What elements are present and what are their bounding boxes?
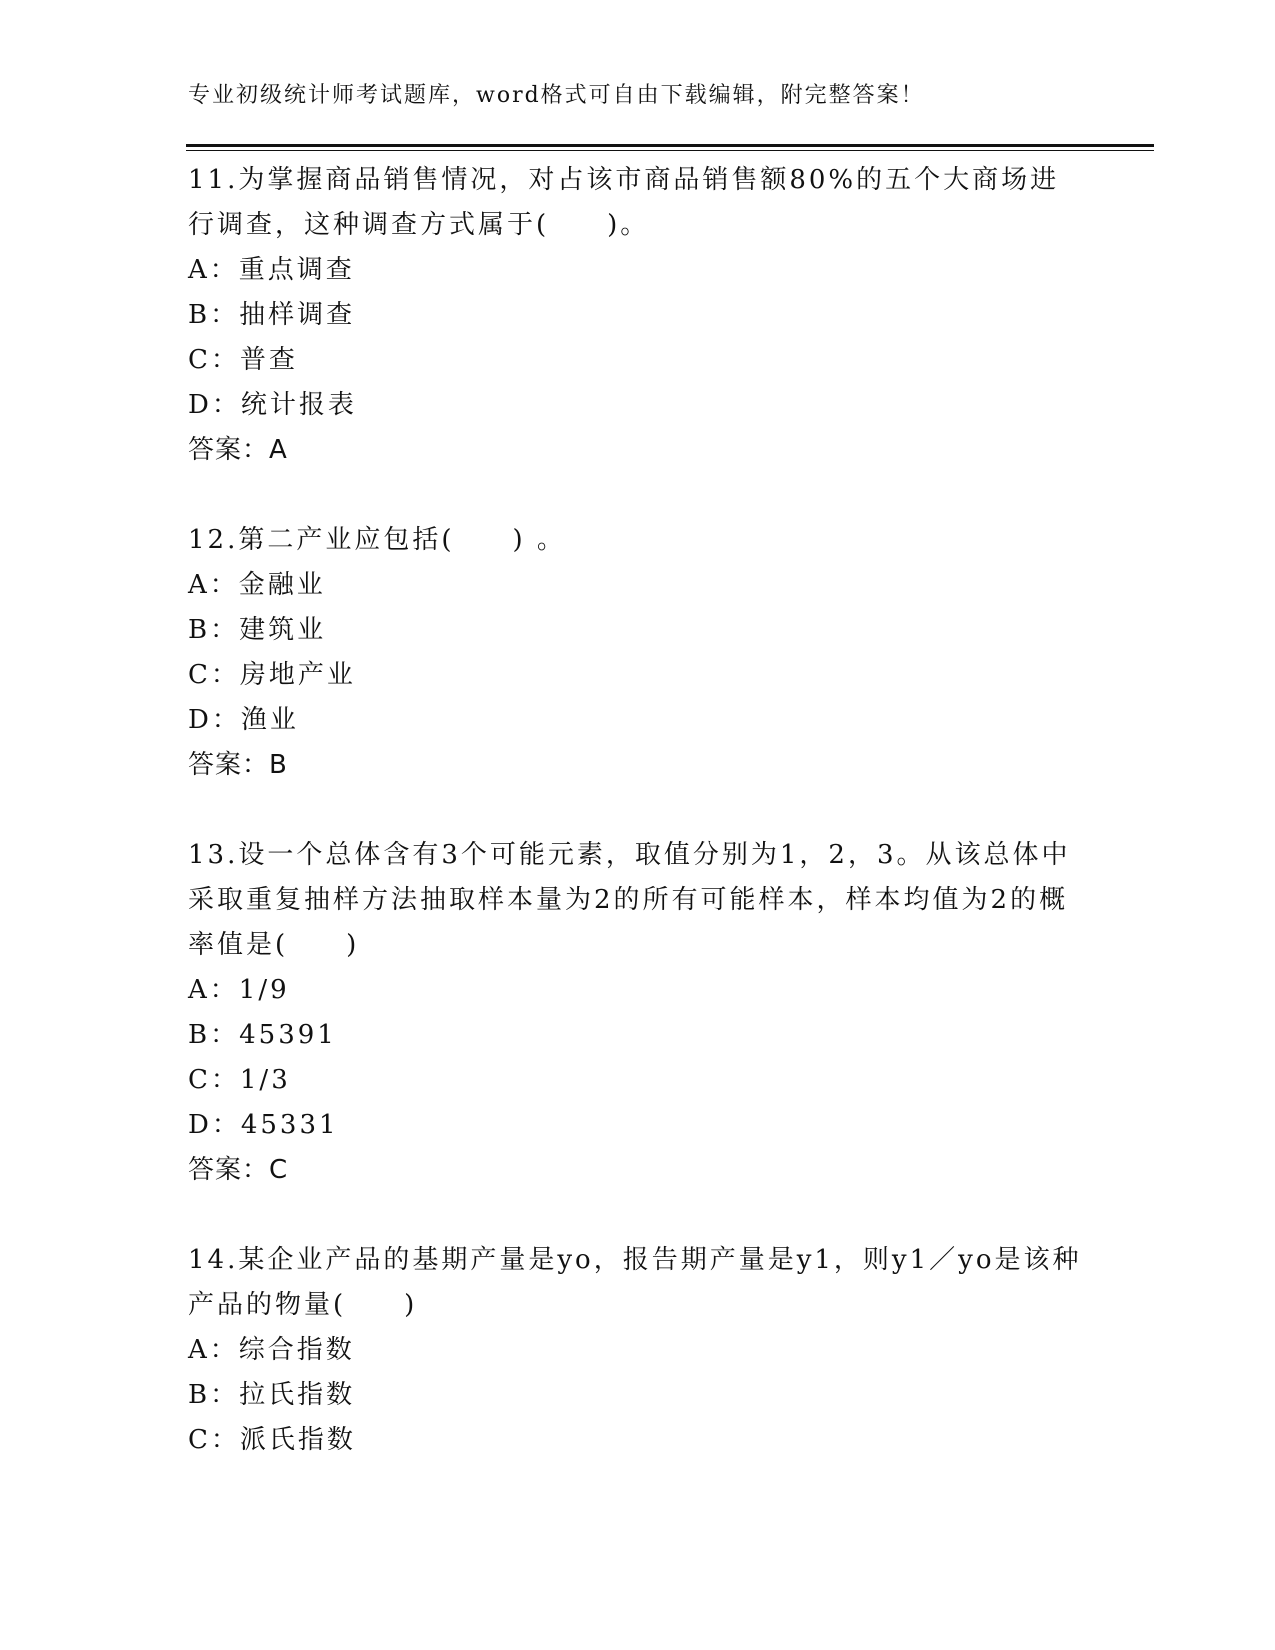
option-c: C：普查 (188, 345, 298, 375)
question-stem: 13.设一个总体含有3个可能元素，取值分别为1，2，3。从该总体中采取重复抽样方法抽取样本量为2的所有可能样本，样本均值为2的概率值是( ) (188, 840, 1071, 960)
option-b: B：45391 (188, 1020, 337, 1050)
option-d: D：45331 (188, 1110, 339, 1140)
option-b: B：建筑业 (188, 615, 327, 645)
answer: 答案：A (188, 435, 288, 465)
option-a: A：重点调查 (188, 255, 355, 285)
option-c: C：1/3 (188, 1065, 291, 1095)
answer: 答案：C (188, 1155, 289, 1185)
header-rule-thin (186, 150, 1154, 151)
question-stem: 14.某企业产品的基期产量是yo，报告期产量是y1，则y1／yo是该种产品的物量( ) (188, 1245, 1082, 1320)
question-list (188, 158, 1088, 1463)
question-14 (188, 1238, 1088, 1463)
option-c: C：房地产业 (188, 660, 356, 690)
option-c: C：派氏指数 (188, 1425, 356, 1455)
question-13 (188, 833, 1088, 1193)
option-d: D：渔业 (188, 705, 299, 735)
page-header: 专业初级统计师考试题库，word格式可自由下载编辑，附完整答案！ (188, 83, 925, 108)
option-a: A：金融业 (188, 570, 326, 600)
question-stem: 11.为掌握商品销售情况，对占该市商品销售额80%的五个大商场进行调查，这种调查方式属于( )。 (188, 165, 1060, 240)
option-b: B：拉氏指数 (188, 1380, 356, 1410)
header-rule (186, 144, 1154, 147)
option-d: D：统计报表 (188, 390, 357, 420)
option-a: A：1/9 (188, 975, 290, 1005)
answer: 答案：B (188, 750, 288, 780)
option-a: A：综合指数 (188, 1335, 355, 1365)
option-b: B：抽样调查 (188, 300, 356, 330)
question-stem: 12.第二产业应包括( ) 。 (188, 525, 566, 555)
question-11 (188, 158, 1088, 473)
question-12 (188, 518, 1088, 788)
